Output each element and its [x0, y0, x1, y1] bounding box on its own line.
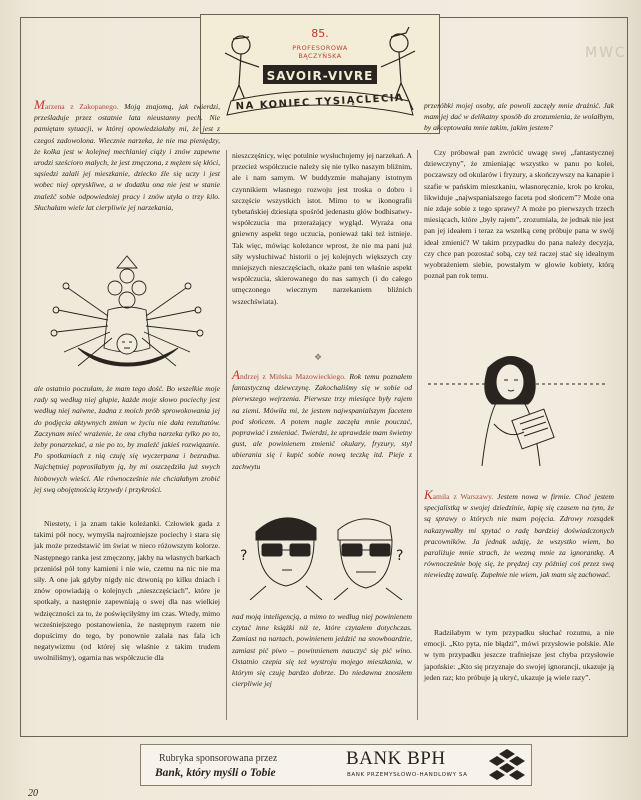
background-text: MWC [585, 45, 627, 61]
bank-logo-icon [489, 749, 525, 781]
letter-text-continued: ale ostatnio poczułam, że mam tego dość. Bo wszelkie moje rady są według niej głupie, każde moje słowo pociechy jest według niej naiwne, żadna z moich prób sprowokowania jej do podjęcia aktywnych zmian w życiu nie dała rezultatów. Zaczynam mieć wrażenie, że ona chyba narzeka tylko po to, żeby ponarzekać, a nie po to, by znaleźć jakieś rozwiązanie. Po spotkaniach z nią czuję się wyczerpana i bezradna. Najchętniej poprosiłabym ją, by mi oszczędziła już swych hiobowych wieści. Ale równocześnie nie chciałabym zrobić jej swą obojętnością krzywdy i przykrości. [34, 384, 220, 494]
letter-signature: arzena z Zakopanego. [44, 102, 119, 111]
sponsor-slogan: Bank, który myśli o Tobie [155, 767, 276, 779]
bodhisattva-illustration [38, 248, 216, 380]
author-name [201, 44, 439, 60]
letter-marzena [34, 97, 220, 213]
drop-cap: K [424, 487, 433, 502]
column-header [200, 14, 440, 134]
sponsor-caption: Rubryka sponsorowana przez [159, 753, 278, 764]
bank-full-name: BANK PRZEMYSŁOWO-HANDLOWY SA [347, 772, 468, 778]
page-number: 20 [28, 788, 38, 799]
letter-text-continued: przeróbki mojej osoby, ale powoli zaczęły mnie drażnić. Jak mam jej dać w delikatny sposób do zrozumienia, że wolałbym, by akceptowała mnie takim, jakim jestem? [424, 101, 614, 133]
bank-name: BANK BPH [346, 748, 446, 769]
letter-text: Moją znajomą, jak twierdzi, prześladuje przez ostatnie lata nieustanny pech. Nie pamiętam sytuacji, w której opowiedziałaby mi, że jest z czegoś zadowolona. Wiecznie narzeka, że nie ma pieniędzy, że kolka jest w kolejnej mechlaniej ciąży i znów zapewne urodzi sześcioro małych, że jest zmęczona, z mężem się kłóci, sąsiedzi zalali jej mieszkanie, dziecko źle się uczy i jest wobec niej opryskliwe, a w dodatku ona nie jest w stanie znaleźć sobie odpowiedniej pracy i znów utyła o trzy kilo. Słuchałam wiele lat cierpliwie jej narzekania, [34, 102, 220, 212]
column-divider [226, 150, 227, 720]
letter-andrzej-continued [232, 611, 412, 691]
drop-cap: A [232, 367, 240, 382]
answer-text-continued: nieszczęśnicy, więc potulnie wysłuchujemy jej narzekań. A przecież współczucie należy się nie tylko naszym bliźnim, ale i nam samym. W buddyzmie mahajany istotnym czynnikiem własnego rozwoju jest troska o dobro i szczęście wszystkich istot. Mimo to w ikonografii tybetańskiej dziesiąta spośród jedenastu głów bodhisatwy-współczucia ma przerażający wygląd. Wyraża ona gniewny aspekt tego uczucia, ponieważ taki też istnieje. Tak więc, mówiąc koleżance wprost, że nie ma pani już siły wysłuchiwać historii o jej kolejnych większych czy mniejszych nieszczęściach, okaże pani ten właśnie aspekt współczucia, skierowanego do nas samych (i do całego umęczonego wiecznym narzekaniem bliźnich wszechświata). [232, 151, 413, 306]
question-mark: ? [240, 548, 248, 564]
letter-text: Jestem nowa w firmie. Choć jestem specjalistką w swojej dziedzinie, łapię się czasem na tym, że są sprawy o których nie mam pojęcia. Zdrowy rozsądek nakazywałby mi spytać o radę bardziej doświadczonych pracowników. Ja jednak udaję, że wszystko wiem, bo paraliżuje mnie strach, że wezmą mnie za ignorantkę. A równocześnie boję się, że prędzej czy później coś przez swą niewiedzę zawalę. Zupełnie nie wiem, jak mam się zachować. [424, 492, 614, 580]
letter-signature: amila z Warszawy. [432, 492, 494, 501]
letter-kamila [424, 487, 614, 583]
column-title [201, 69, 439, 83]
author-line-1: PROFESOROWA [292, 44, 348, 52]
answer-text: Czy próbował pan zwrócić uwagę swej „fantastycznej dziewczyny”, że zmieniając wszystko w panu po kolei, poczawszy od okularów i fryzury, a skończywszy na kanapie i szafie w pańskim mieszkaniu, własnoręcznie, krok po kroku, likwiduje „najwspanialszego faceta pod słońcem”? Może ona nie zdaje sobie z tego sprawy? A może po pierwszych trzech miesiącach, które „były rajem”, zrozumiała, że jednak nie jest pan jej ideałem i teraz za wszelką cenę próbuje pana w swój ideał zmienić? W takim przypadku do pana należy decyzja, czy chce pan pozostać sobą, czy też raczej stać się idealnym wyobrażeniem siebie, powstałym w głowie kobiety, którą poznał pan rok temu. [424, 148, 614, 281]
answer-text: Niestety, i ja znam takie koleżanki. Człowiek gada z takimi pół nocy, wymyśla najrozniejsze pociechy i stara się jak może przedstawić im świat w nieco różowszym kolorze. Następnego ranka jest zmęczony, jakby na własnych barkach przeniósł pół tony kamieni i nie wie, czemu na nic nie ma siły. A one jak gdyby nigdy nic dzwonią po kilku dniach i znów opowiadają o kolejnych „nieszczęściach”, które je spotkały, a następnie zapewniają o swej dla nas wielkiej wdzięczności za to, że poświęciłyśmy im czas. Wtedy, mimo wcześniejszego postanowienia, że następnym razem nie dopuścimy do tego, by ponownie zalała nas fala ich negatywizmu (od której się właśnie z takim trudem uwolniliśmy), ogarnia nas współczucie dla [34, 519, 220, 663]
column-number: 85. [311, 27, 329, 40]
column-title-text: SAVOIR-VIVRE [263, 68, 378, 84]
answer-marzena [34, 518, 220, 666]
letter-text-continued: nad moją inteligencją, a mimo to według niej powinienem czytać inne książki niż te, które czytałem dotychczas. Zamiast na nartach, powinienem jeździć na snowboardzie, zamiast pić piwo – powinnienem nauczyć się pić wino. Ostatnio czepia się też wystroju mojego mieszkania, w którym się czuję bardzo dobrze. Do niedawna znosiłem cierpliwie jej [232, 612, 412, 689]
column-1-continued [34, 383, 220, 497]
letter-text: Rok temu poznałem fantastyczną dziewczynę. Zakochaliśmy się w sobie od pierwszego wejrzenia. Pierwsze trzy miesiące były rajem na ziemi. Mówiła mi, że jestem najwspanialszym facetem pod słońcem. A potem nagle zaczęła mnie pouczać, poprawiać i zmieniać. Twierdzi, że uprawdzie mam świetny gust, ale powinienem zmienić okulary, fryzury, styl ubierania się i kupić sobie nową teczkę itd. Pieje z zachwytu [232, 372, 412, 471]
column-1 [34, 97, 220, 215]
section-separator: ❖ [314, 352, 323, 362]
column-subtitle: NA KONIEC TYSIĄCLECIA [235, 92, 405, 113]
letter-signature: ndrzej z Mińska Mazowieckiego. [239, 372, 346, 381]
author-line-2: BĄCZYŃSKA [298, 52, 342, 60]
column-3 [424, 100, 614, 136]
letter-andrzej [232, 367, 412, 474]
question-mark: ? [396, 548, 404, 564]
drop-cap: M [34, 97, 45, 112]
woman-reading-illustration [428, 344, 608, 466]
answer-kamila [424, 627, 614, 685]
two-men-illustration [236, 500, 412, 600]
column-divider [417, 150, 418, 720]
column-2 [232, 150, 412, 309]
sponsor-box [140, 744, 532, 786]
answer-andrzej [424, 147, 614, 283]
answer-text: Radziłabym w tym przypadku słuchać rozumu, a nie emocji. „Kto pyta, nie błądzi”, mówi przysłowie polskie. Ale w tym przypadku jeszcze trafniejsze jest chyba przysłowie japońskie: „Kto się przyznaje do swojej ignorancji, ukazuje ją jeden raz; kto próbuje ją ukryć, ukazuje ją wiele razy”. [424, 628, 614, 682]
